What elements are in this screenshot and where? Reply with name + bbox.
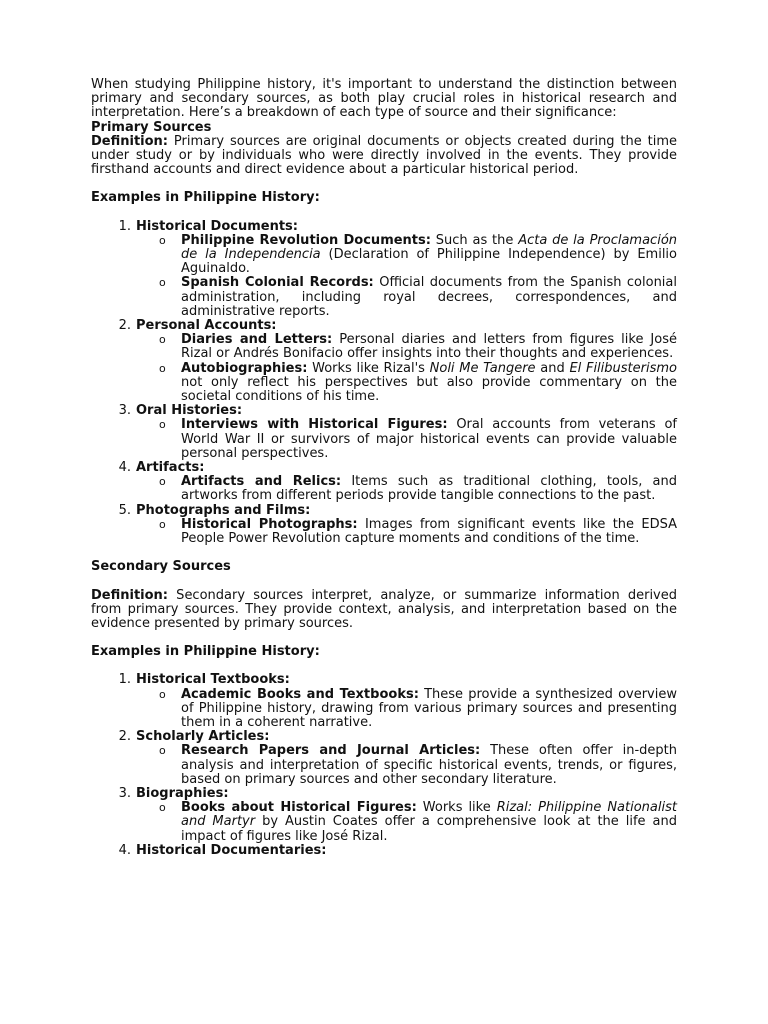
sub-list-item: o Autobiographies: Works like Rizal's Noli Me Tangere and El Filibusterismo not only reflect his perspectives but also provide commentary on the societal conditions of his time. [181,362,677,405]
list-item: 4. Artifacts: o Artifacts and Relics: Items such as traditional clothing, tools, and artworks from different periods provide tangible connections to the past. [136,461,677,504]
list-item: 2. Personal Accounts: o Diaries and Letters: Personal diaries and letters from figures like José Rizal or Andrés Bonifacio offer insights into their thoughts and experiences. o Autobiographies: Works like Rizal's Noli Me Tangere and El Filibusterismo not only reflect his perspectives but also provide commentary on the societal conditions of his time. [136,319,677,404]
sub-list-item: o Philippine Revolution Documents: Such as the Acta de la Proclamación de la Independencia (Declaration of Philippine Independence) by Emilio Aguinaldo. [181,234,677,277]
document-page [91,78,677,858]
secondary-examples-list [91,673,677,858]
sub-list-item: o Historical Photographs: Images from significant events like the EDSA People Power Revolution capture moments and conditions of the time. [181,518,677,546]
primary-sources-heading: Primary Sources [91,119,212,135]
primary-examples-heading: Examples in Philippine History: [91,190,320,206]
list-item: 2. Scholarly Articles: o Research Papers and Journal Articles: These often offer in-depth analysis and interpretation of specific historical events, trends, or figures, based on primary sources and other secondary literature. [136,730,677,787]
list-item: 4. Historical Documentaries: [118,842,327,858]
sub-list-item: o Books about Historical Figures: Works like Rizal: Philippine Nationalist and Martyr by Austin Coates offer a comprehensive look at the life and impact of figures like José Rizal. [181,801,677,844]
primary-examples-list [91,220,677,547]
primary-definition: Definition: Primary sources are original documents or objects created during the time under study or by individuals who were directly involved in the events. They provide firsthand accounts and direct evidence about a particular historical period. [91,133,677,178]
list-item: 3. Biographies: o Books about Historical Figures: Works like Rizal: Philippine Nationalist and Martyr by Austin Coates offer a comprehensive look at the life and impact of figures like José Rizal. [136,787,677,844]
intro-paragraph: When studying Philippine history, it's important to understand the distinction between primary and secondary sources, as both play crucial roles in historical research and interpretation. Here’s a breakdown of each type of source and their significance: [91,77,677,121]
list-item: 1. Historical Documents: o Philippine Revolution Documents: Such as the Acta de la Proclamación de la Independencia (Declaration of Philippine Independence) by Emilio Aguinaldo. o Spanish Colonial Records: Official documents from the Spanish colonial administration, including royal decrees, correspondences, and administrative reports. [136,220,677,319]
sub-list-item: o Interviews with Historical Figures: Oral accounts from veterans of World War II or survivors of major historical events can provide valuable personal perspectives. [181,418,677,461]
secondary-sources-heading: Secondary Sources [91,559,231,575]
list-item: 1. Historical Textbooks: o Academic Books and Textbooks: These provide a synthesized overview of Philippine history, drawing from various primary sources and presenting them in a coherent narrative. [136,673,677,730]
secondary-definition: Definition: Secondary sources interpret, analyze, or summarize information derived from primary sources. They provide context, analysis, and interpretation based on the evidence presented by primary sources. [91,587,677,631]
sub-list-item: o Artifacts and Relics: Items such as traditional clothing, tools, and artworks from different periods provide tangible connections to the past. [181,475,677,503]
secondary-examples-heading: Examples in Philippine History: [91,644,320,660]
list-item: 3. Oral Histories: o Interviews with Historical Figures: Oral accounts from veterans of World War II or survivors of major historical events can provide valuable personal perspectives. [136,404,677,461]
sub-list-item: o Diaries and Letters: Personal diaries and letters from figures like José Rizal or Andrés Bonifacio offer insights into their thoughts and experiences. [181,333,677,361]
sub-list-item: o Spanish Colonial Records: Official documents from the Spanish colonial administration, including royal decrees, correspondences, and administrative reports. [181,276,677,319]
sub-list-item: o Research Papers and Journal Articles: These often offer in-depth analysis and interpretation of specific historical events, trends, or figures, based on primary sources and other secondary literature. [181,744,677,787]
sub-list-item: o Academic Books and Textbooks: These provide a synthesized overview of Philippine history, drawing from various primary sources and presenting them in a coherent narrative. [181,688,677,731]
list-item: 5. Photographs and Films: o Historical Photographs: Images from significant events like the EDSA People Power Revolution capture moments and conditions of the time. [136,504,677,547]
